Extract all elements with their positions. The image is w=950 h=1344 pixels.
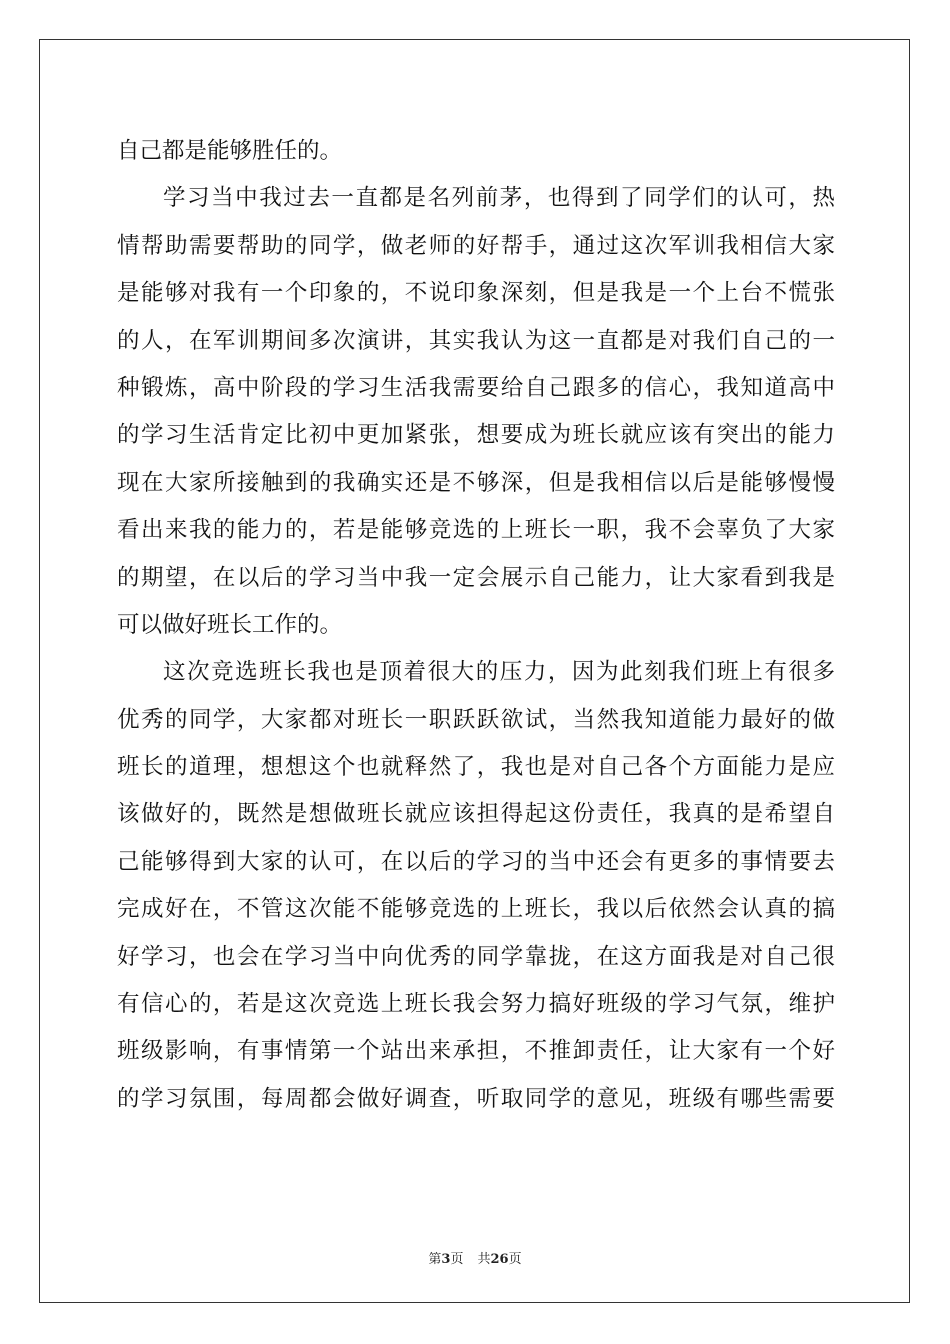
text-line: 可以做好班长工作的。 [117, 611, 343, 638]
text-line: 是能够对我有一个印象的，不说印象深刻，但是我是一个上台不慌张 [117, 280, 835, 307]
text-line: 学习当中我过去一直都是名列前茅，也得到了同学们的认可，热 [163, 185, 835, 212]
text-line: 己能够得到大家的认可，在以后的学习的当中还会有更多的事情要去 [117, 848, 835, 875]
page-suffix: 页 [450, 1252, 464, 1267]
text-line: 的学习氛围，每周都会做好调查，听取同学的意见，班级有哪些需要 [117, 1085, 835, 1112]
text-line: 种锻炼，高中阶段的学习生活我需要给自己跟多的信心，我知道高中 [117, 374, 835, 401]
page-total: 26 [490, 1252, 509, 1267]
text-line: 看出来我的能力的，若是能够竞选的上班长一职，我不会辜负了大家 [117, 517, 835, 544]
total-prefix: 共 [477, 1252, 491, 1267]
page-prefix: 第 [428, 1252, 442, 1267]
document-body [117, 128, 835, 1123]
text-line: 的学习生活肯定比初中更加紧张，想要成为班长就应该有突出的能力 [117, 422, 835, 449]
text-line: 这次竞选班长我也是顶着很大的压力，因为此刻我们班上有很多 [163, 659, 835, 686]
page-footer [0, 1248, 950, 1267]
total-suffix: 页 [508, 1252, 522, 1267]
text-line: 班长的道理，想想这个也就释然了，我也是对自己各个方面能力是应 [117, 754, 835, 781]
text-line: 班级影响，有事情第一个站出来承担，不推卸责任，让大家有一个好 [117, 1038, 835, 1065]
page-current: 3 [441, 1252, 451, 1267]
text-line: 优秀的同学，大家都对班长一职跃跃欲试，当然我知道能力最好的做 [117, 706, 835, 733]
text-line: 现在大家所接触到的我确实还是不够深，但是我相信以后是能够慢慢 [117, 469, 835, 496]
text-line: 有信心的，若是这次竞选上班长我会努力搞好班级的学习气氛，维护 [117, 991, 835, 1018]
text-line: 完成好在，不管这次能不能够竞选的上班长，我以后依然会认真的搞 [117, 896, 835, 923]
text-line: 情帮助需要帮助的同学，做老师的好帮手，通过这次军训我相信大家 [117, 232, 835, 259]
text-line: 的人，在军训期间多次演讲，其实我认为这一直都是对我们自己的一 [117, 327, 835, 354]
text-line: 好学习，也会在学习当中向优秀的同学靠拢，在这方面我是对自己很 [117, 943, 835, 970]
text-line: 自己都是能够胜任的。 [117, 138, 343, 164]
text-line: 该做好的，既然是想做班长就应该担得起这份责任，我真的是希望自 [117, 801, 835, 828]
text-line: 的期望，在以后的学习当中我一定会展示自己能力，让大家看到我是 [117, 564, 835, 591]
